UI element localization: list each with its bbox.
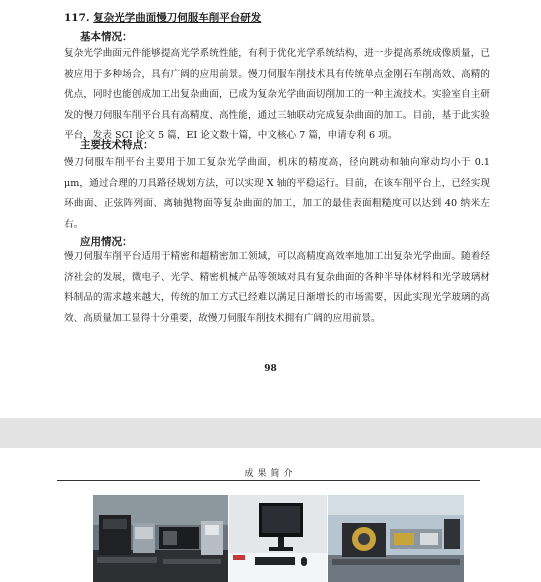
section-body-features: 慢刀伺服车削平台主要用于加工复杂光学曲面，机床的精度高，径向跳动和轴向窜动均小于 0.1 μm，通过合理的刀具路径规划方法，可以实现 X 轴的平稳运行。目前，在该车削平台上，已经实现环曲面、正弦阵列面、离轴抛物面等复杂曲面的加工，加工的最佳表面粗糙度可以达到 40 纳米左右。: [64, 157, 490, 230]
page-gap: [0, 418, 541, 448]
next-page: [0, 448, 541, 582]
next-page-header: 成果简介: [244, 469, 297, 479]
section-heading-features: 主要技术特点：: [80, 139, 154, 151]
photo-strip: [93, 495, 464, 582]
spindle-photo: [328, 495, 464, 582]
machine-photo-drawing: [93, 495, 228, 582]
workstation-photo: [229, 495, 327, 582]
section-heading-application: 应用情况：: [80, 236, 133, 248]
project-title: [64, 10, 261, 25]
machine-photo: [93, 495, 228, 582]
section-body-basic: 复杂光学曲面元件能够提高光学系统性能，有利于优化光学系统结构，进一步提高系统成像质量，已被应用于多种场合，具有广阔的应用前景。慢刀伺服车削技术具有传统单点金刚石车削高效、高精的优点，同时也能创成加工出复杂曲面，已成为复杂光学曲面切削加工的一种主流技术。实验室自主研发的慢刀伺服车削平台具有高精度、高性能，通过三轴联动完成复杂曲面的加工。目前，基于此实验平台，发表 SCI 论文 5 篇，EI 论文数十篇，中文核心 7 篇，申请专利 6 项。: [64, 48, 490, 141]
page-number: 98: [264, 364, 277, 374]
section-heading-basic: 基本情况：: [80, 31, 133, 43]
section-body-application: 慢刀伺服车削平台适用于精密和超精密加工领域，可以高精度高效率地加工出复杂光学曲面。随着经济社会的发展，微电子、光学、精密机械产品等领域对具有复杂曲面的各种半导体材料和光学玻璃材料制品的需求越来越大，传统的加工方式已经难以满足日渐增长的市场需要，因此实现光学玻璃的高效、高质量加工显得十分重要，故慢刀伺服车削技术拥有广阔的应用前景。: [64, 251, 490, 324]
project-number: 117.: [64, 12, 90, 24]
project-title-text: 复杂光学曲面慢刀伺服车削平台研发: [93, 12, 262, 24]
header-rule: [57, 480, 480, 481]
workstation-photo-drawing: [229, 495, 327, 582]
spindle-photo-drawing: [328, 495, 464, 582]
